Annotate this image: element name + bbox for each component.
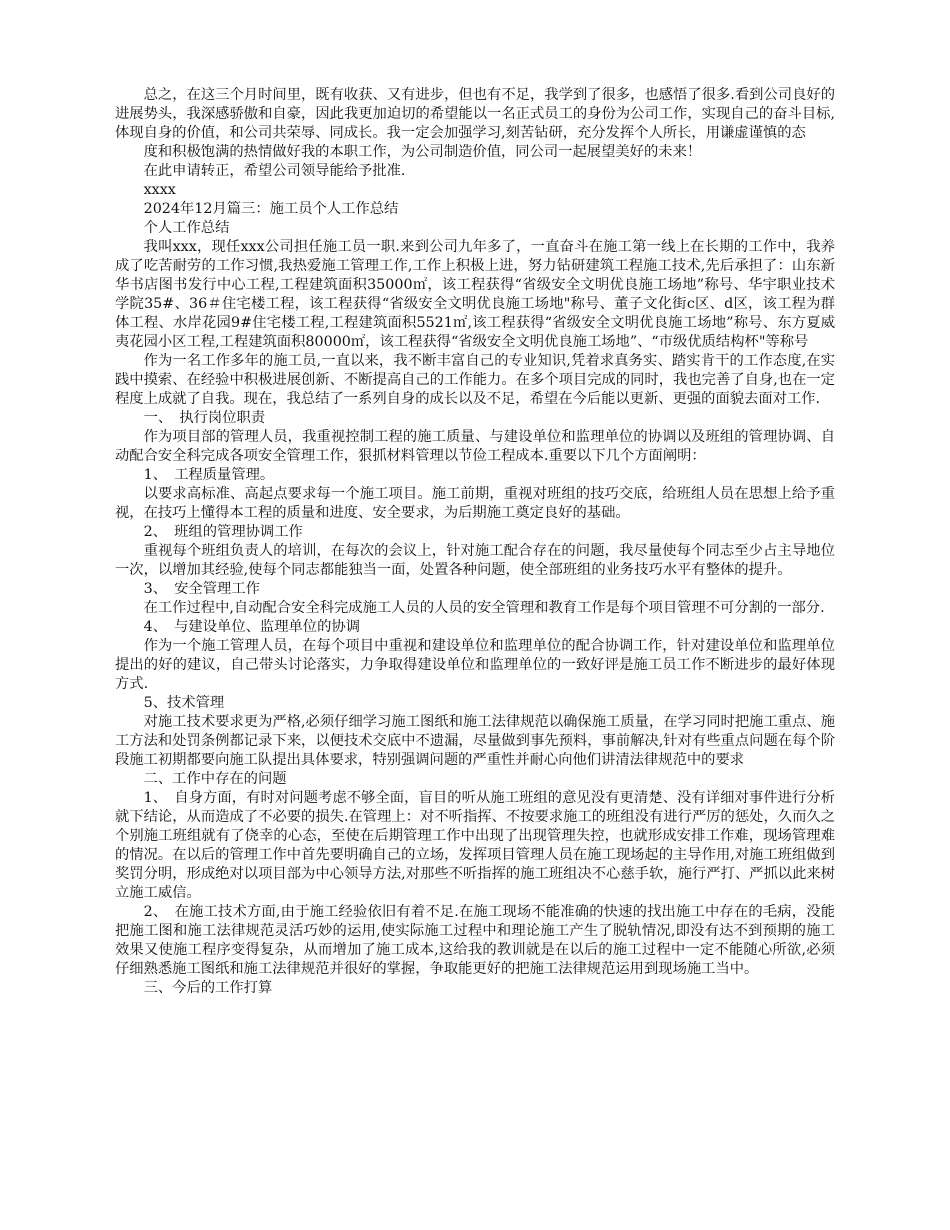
- date-and-section-title: 2024年12月篇三：施工员个人工作总结: [143, 201, 399, 217]
- paragraph-tech: 对施工技术要求更为严格,必须仔细学习施工图纸和施工法律规范以确保施工质量，在学习同时把施工重点、施工方法和处罚条例都记录下来，以便技术交底中不遗漏，尽量做到事先预料，事前解决,针对有些重点问题在每个阶段施工初期都要向施工队提出具体要求，特别强调问题的严重性并耐心向他们讲清法律规范中的要求: [115, 714, 835, 768]
- heading-duties: 一、 执行岗位职责: [143, 410, 266, 426]
- paragraph-duties: 作为项目部的管理人员，我重视控制工程的施工质量、与建设单位和监理单位的协调以及班组的管理协调、自动配合安全科完成各项安全管理工作，狠抓材料管理以节俭工程成本.重要以下几个方面阐明：: [115, 429, 835, 464]
- paragraph-summary: 总之，在这三个月时间里，既有收获、又有进步，但也有不足，我学到了很多，也感悟了很多.看到公司良好的进展势头，我深感骄傲和自豪，因此我更加迫切的希望能以一名正式员工的身份为公司工作，实现自己的奋斗目标,体现自身的价值，和公司共荣辱、同成长。我一定会加强学习,刻苦钻研，充分发挥个人所长，用谦虚谨慎的态: [115, 87, 835, 141]
- paragraph-intro: 我叫xxx，现任xxx公司担任施工员一职.来到公司九年多了，一直奋斗在施工第一线上在长期的工作中，我养成了吃苦耐劳的工作习惯,我热爱施工管理工作,工作上积极上进，努力钻研建筑工程施工技术,先后承担了：山东新华书店图书发行中心工程,工程建筑面积35000㎡，该工程获得“省级安全文明优良施工场地”称号、华宇职业技术学院35#、36＃住宅楼工程，该工程获得“省级安全文明优良施工场地"称号、董子文化街c区、d区，该工程为群体工程、水岸花园9#住宅楼工程,工程建筑面积5521㎡,该工程获得“省级安全文明优良施工场地”称号、东方夏威夷花园小区工程,工程建筑面积80000㎡，该工程获得“省级安全文明优良施工场地”、“市级优质结构杯"等称号: [115, 239, 835, 350]
- paragraph-summary-continued: 度和积极饱满的热情做好我的本职工作，为公司制造价值，同公司一起展望美好的未来！: [143, 144, 702, 160]
- paragraph-coordination: 作为一个施工管理人员，在每个项目中重视和建设单位和监理单位的配合协调工作，针对建设单位和监理单位提出的好的建议，自己带头讨论落实，力争取得建设单位和监理单位的一致好评是施工员工作不断进步的最好体现方式.: [115, 638, 835, 692]
- paragraph-safety: 在工作过程中,自动配合安全科完成施工人员的人员的安全管理和教育工作是每个项目管理不可分割的一部分.: [143, 600, 825, 616]
- paragraph-problem-1: 1、 自身方面，有时对问题考虑不够全面，盲目的听从施工班组的意见没有更清楚、没有详细对事件进行分析就下结论，从而造成了不必要的损失.在管理上：对不听指挥、不按要求施工的班组没有进行严厉的惩处，久而久之个别施工班组就有了侥幸的心态，至使在后期管理工作中出现了出现管理失控，也就形成安排工作难，现场管理难的情况。在以后的管理工作中首先要明确自己的立场，发挥项目管理人员在施工现场起的主导作用,对施工班组做到奖罚分明，形成绝对以项目部为中心领导方法,对那些不听指挥的施工班组决不心慈手软，施行严打、严抓以此来树立施工威信。: [115, 790, 835, 901]
- paragraph-quality: 以要求高标准、高起点要求每一个施工项目。施工前期，重视对班组的技巧交底，给班组人员在思想上给予重视，在技巧上懂得本工程的质量和进度、安全要求，为后期施工奠定良好的基础。: [115, 486, 835, 521]
- paragraph-problem-2: 2、 在施工技术方面,由于施工经验依旧有着不足.在施工现场不能准确的快速的找出施工中存在的毛病，没能把施工图和施工法律规范灵活巧妙的运用,使实际施工过程中和理论施工产生了脱轨情况,即没有达不到预期的施工效果又使施工程序变得复杂，从而增加了施工成本,这给我的教训就是在以后的施工过程中一定不能随心所欲,必须仔细熟悉施工图纸和施工法律规范并很好的掌握，争取能更好的把施工法律规范运用到现场施工当中。: [115, 904, 835, 977]
- paragraph-team: 重视每个班组负责人的培训，在每次的会议上，针对施工配合存在的问题，我尽量使每个同志至少占主导地位一次，以增加其经验,使每个同志都能独当一面，处置各种问题，使全部班组的业务技巧水平有整体的提升。: [115, 543, 835, 578]
- heading-safety: 3、 安全管理工作: [143, 581, 260, 597]
- heading-team: 2、 班组的管理协调工作: [143, 524, 303, 540]
- heading-plans: 三、今后的工作打算: [143, 980, 273, 996]
- paragraph-request: 在此申请转正，希望公司领导能给予批准.: [143, 163, 406, 179]
- section-heading: 个人工作总结: [143, 220, 230, 236]
- paragraph-experience: 作为一名工作多年的施工员,一直以来，我不断丰富自己的专业知识,凭着求真务实、踏实肯干的工作态度,在实践中摸索、在经验中积极进展创新、不断提高自己的工作能力。在多个项目完成的同时，我也完善了自身,也在一定程度上成就了自我。现在，我总结了一系列自身的成长以及不足，希望在今后能以更新、更强的面貌去面对工作.: [115, 353, 835, 407]
- signature: xxxx: [143, 182, 176, 198]
- heading-coordination: 4、 与建设单位、监理单位的协调: [143, 619, 360, 635]
- heading-tech: 5、技术管理: [143, 695, 225, 711]
- heading-quality: 1、 工程质量管理。: [143, 467, 275, 483]
- heading-problems: 二、工作中存在的问题: [143, 771, 287, 787]
